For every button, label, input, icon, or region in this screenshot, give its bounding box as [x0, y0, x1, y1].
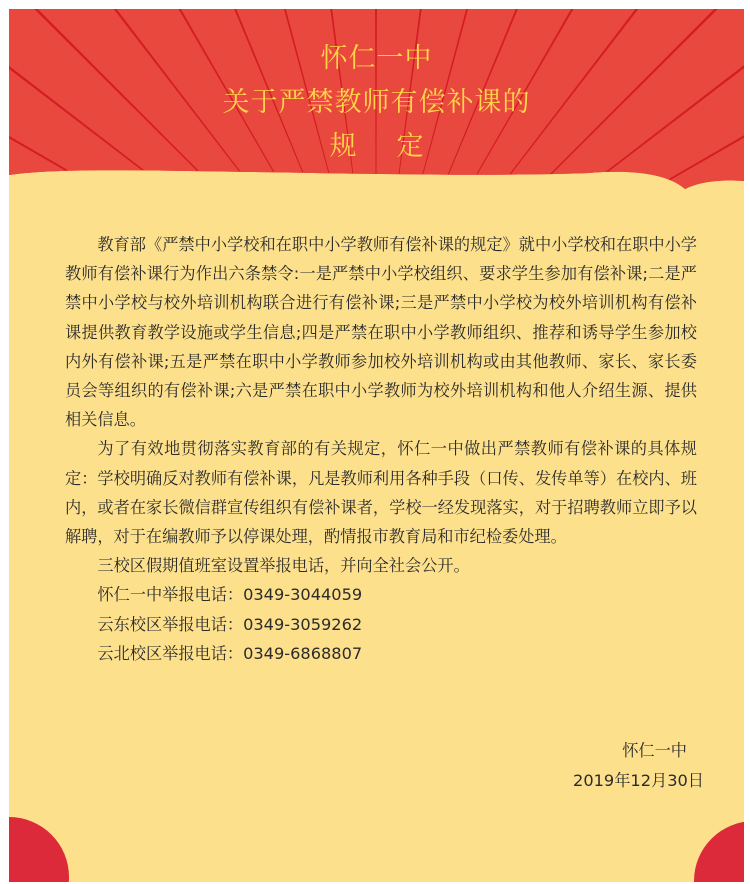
signature-org: 怀仁一中: [622, 741, 687, 760]
paragraph-school-rules: 为了有效地贯彻落实教育部的有关规定，怀仁一中做出严禁教师有偿补课的具体规定：学校明确反对教师有偿补课，凡是教师利用各种手段（口传、发传单等）在校内、班内，或者在家长微信群宣传组织有偿补课者，学校一经发现落实，对于招聘教师立即予以解聘，对于在编教师予以停课处理，酌情报市教育局和市纪检委处理。: [65, 439, 697, 547]
hotline-label: 云北校区举报电话：: [97, 643, 244, 663]
paragraph-ministry-rules: 教育部《严禁中小学校和在职中小学教师有偿补课的规定》就中小学校和在职中小学教师有偿补课行为作出六条禁令:一是严禁中小学校组织、要求学生参加有偿补课;二是严禁中小学校与校外培训机构联合进行有偿补课;三是严禁中小学校为校外培训机构有偿补课提供教育教学设施或学生信息;四是严禁在职中小学教师组织、推荐和诱导学生参加校内外有偿补课;五是严禁在职中小学教师参加校外培训机构或由其他教师、家长、家长委员会等组织的有偿补课;六是严禁在职中小学教师为校外培训机构和他人介绍生源、提供相关信息。: [65, 235, 697, 430]
title-school: 怀仁一中: [320, 43, 433, 74]
hotline-yunbei: [65, 639, 697, 668]
hotline-phone: 0349-3059262: [243, 614, 363, 634]
hotline-yundong: [65, 610, 697, 639]
title-subject: 关于严禁教师有偿补课的: [222, 87, 531, 118]
signature: [573, 736, 704, 796]
notice-body: [65, 230, 697, 668]
paragraph-hotline-intro: 三校区假期值班室设置举报电话，并向全社会公开。: [97, 556, 470, 576]
hotline-phone: 0349-6868807: [243, 643, 363, 663]
hotline-phone: 0349-3044059: [243, 585, 363, 605]
hotline-label: 云东校区举报电话：: [97, 614, 244, 634]
notice-poster: [9, 9, 744, 882]
corner-decoration-right: [694, 821, 744, 882]
hotline-huairen: [65, 580, 697, 609]
corner-decoration-left: [9, 817, 69, 882]
hotline-label: 怀仁一中举报电话：: [97, 585, 244, 605]
title-regulation: 规定: [329, 131, 464, 162]
signature-date: 2019年12月30日: [573, 771, 704, 790]
